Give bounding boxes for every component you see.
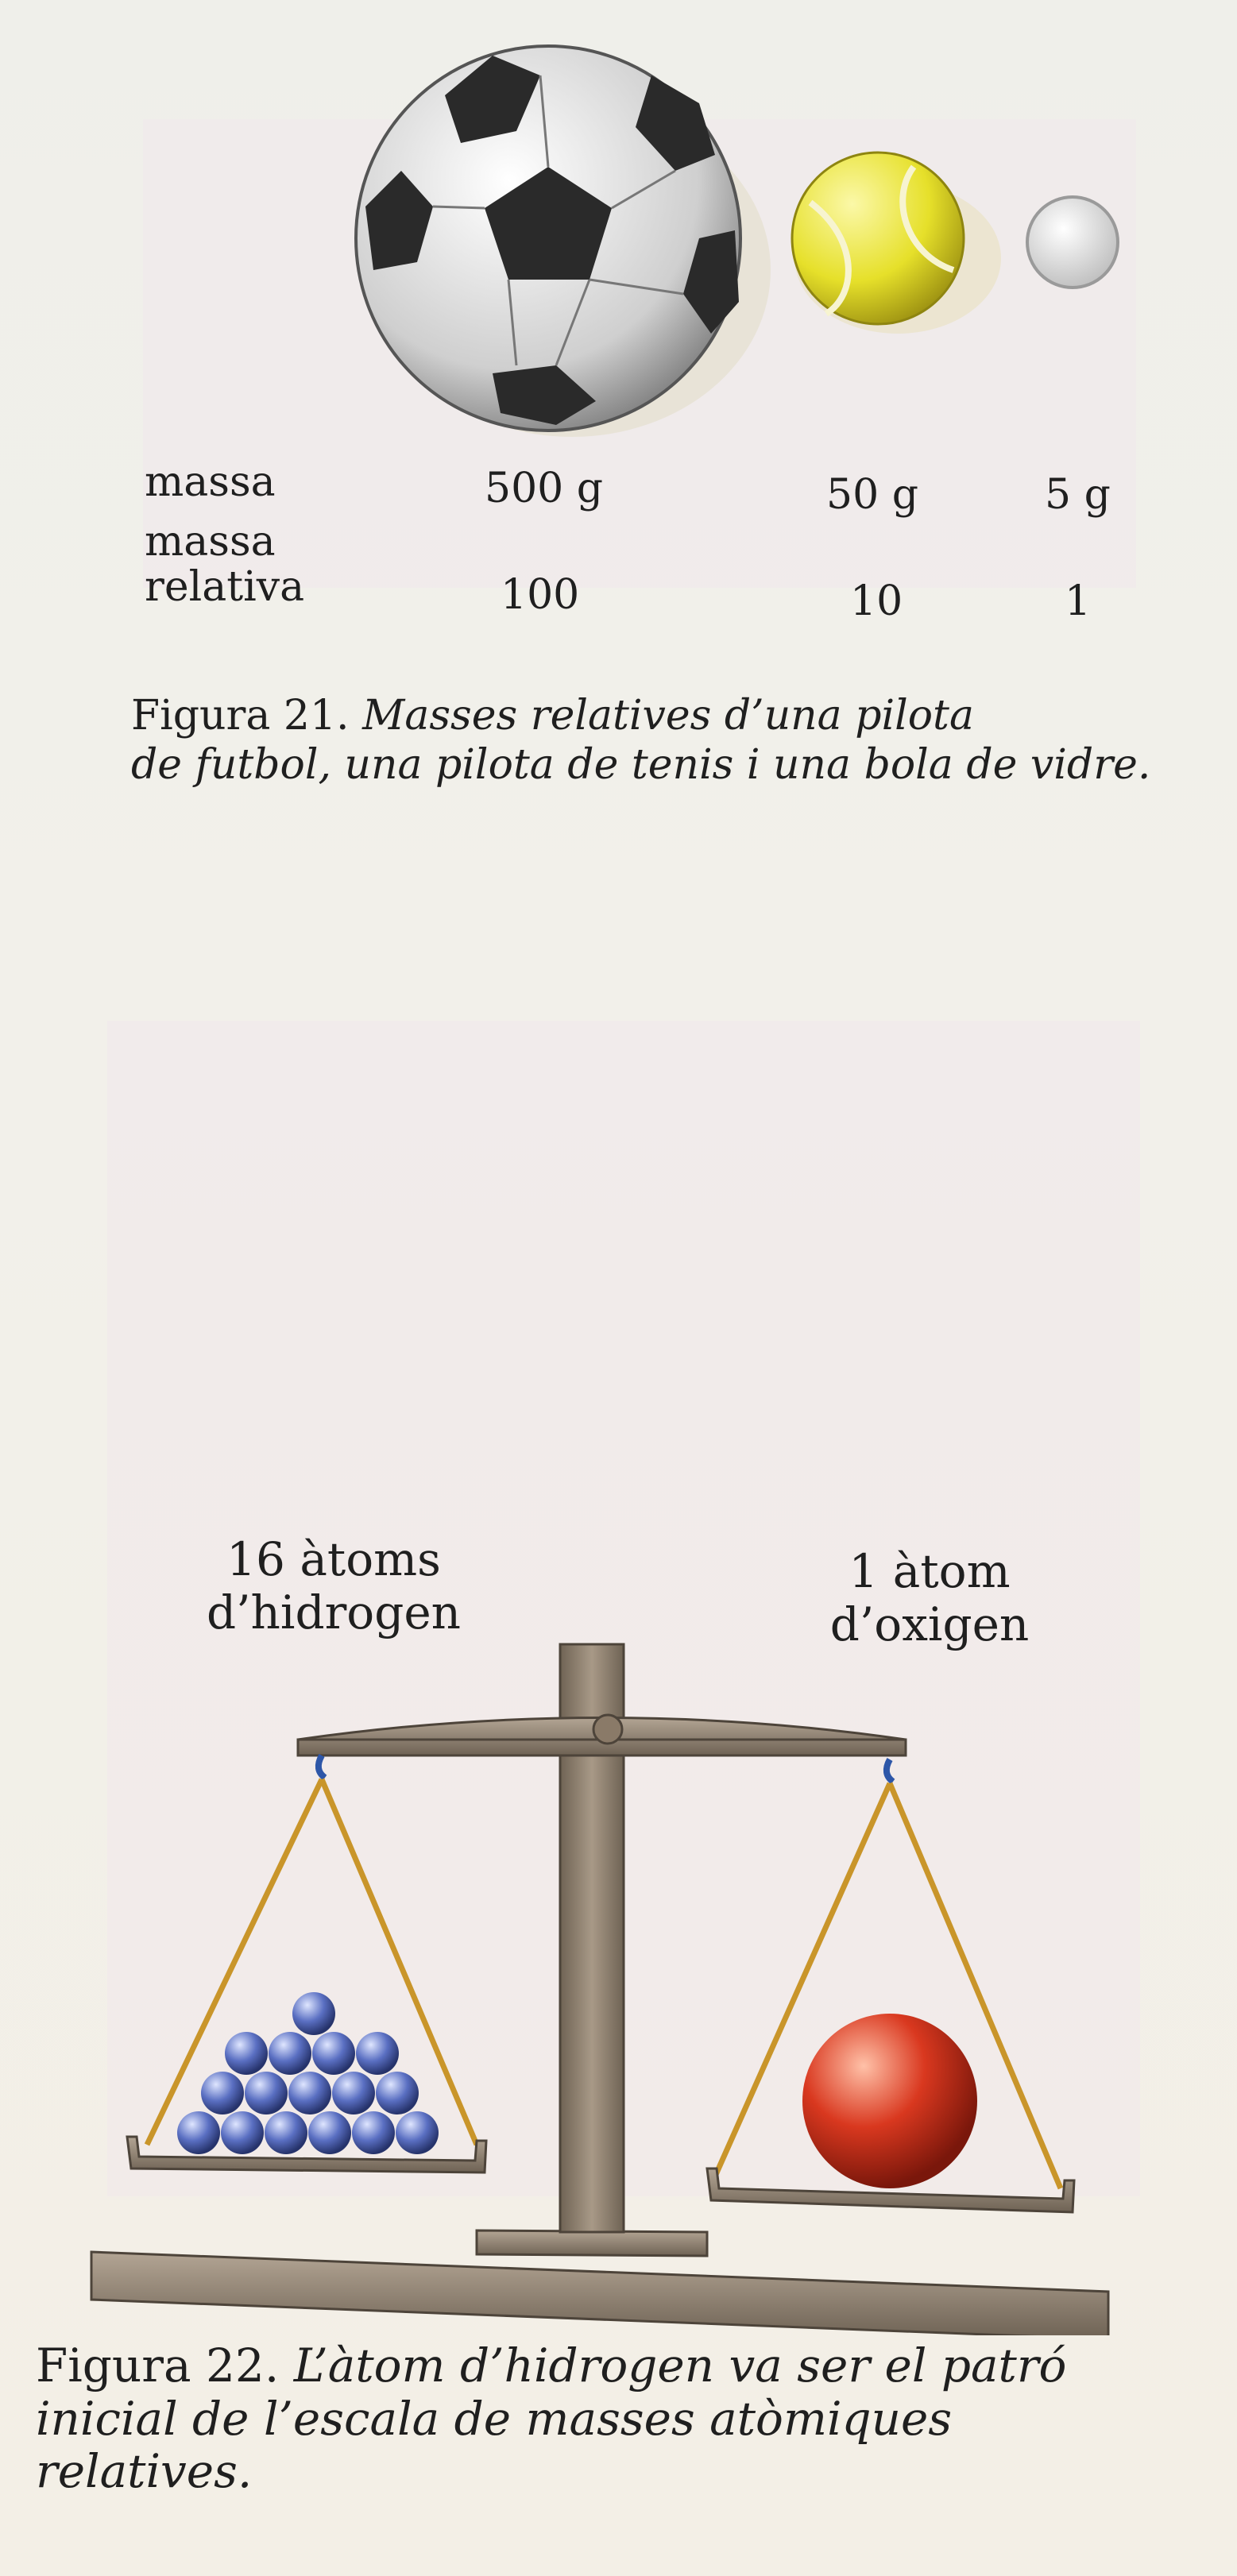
hydrogen-atom — [269, 2032, 311, 2075]
right-pan-label-line2: d’oxigen — [829, 1597, 1030, 1651]
figure21-caption — [131, 691, 1164, 790]
left-pan-label-line2: d’hidrogen — [206, 1585, 462, 1639]
hydrogen-atom — [225, 2032, 268, 2075]
figure22-caption — [36, 2339, 1188, 2498]
hydrogen-atom — [265, 2111, 307, 2154]
balance-base — [91, 2230, 1108, 2335]
hydrogen-atom — [201, 2072, 244, 2114]
hydrogen-atom — [308, 2111, 351, 2154]
figure22-caption-line2: inicial de l’escala de masses atòmiques — [36, 2391, 953, 2446]
relative-mass-row-label-2: relativa — [145, 563, 305, 611]
tennis-mass: 50 g — [826, 471, 918, 519]
tennis-relative: 10 — [850, 577, 903, 625]
hydrogen-atom — [245, 2072, 288, 2114]
figure21-caption-prefix: Figura 21. — [131, 692, 350, 740]
glass-marble-icon — [1027, 197, 1118, 288]
right-hook — [887, 1759, 893, 1782]
hydrogen-atom — [396, 2111, 439, 2154]
hydrogen-atom — [288, 2072, 331, 2114]
figure22-caption-prefix: Figura 22. — [36, 2338, 280, 2393]
hydrogen-atoms — [177, 1992, 439, 2154]
football-relative: 100 — [501, 571, 580, 619]
tennis-ball-icon — [792, 153, 1001, 334]
left-hook — [319, 1755, 325, 1778]
hydrogen-atom — [221, 2111, 264, 2154]
balance-illustration — [0, 1620, 1237, 2335]
hydrogen-atom — [332, 2072, 375, 2114]
figure22-caption-line3: relatives. — [36, 2444, 253, 2499]
hydrogen-atom — [177, 2111, 220, 2154]
hydrogen-atom — [356, 2032, 399, 2075]
football-mass: 500 g — [485, 465, 604, 512]
hydrogen-atom — [312, 2032, 355, 2075]
figure21-illustration — [0, 0, 1237, 477]
mass-row-label: massa — [145, 458, 276, 506]
football-icon — [356, 46, 771, 437]
marble-mass: 5 g — [1045, 471, 1111, 519]
beam-pivot — [593, 1715, 622, 1744]
figure21-caption-line2: de futbol, una pilota de tenis i una bola de vidre. — [131, 741, 1151, 790]
oxygen-atom — [802, 2014, 977, 2188]
marble-relative: 1 — [1065, 577, 1092, 625]
figure21-caption-line1: Masses relatives d’una pilota — [362, 692, 974, 740]
left-pan-label-line1: 16 àtoms — [226, 1532, 441, 1586]
right-pan-label-line1: 1 àtom — [849, 1544, 1011, 1598]
hydrogen-atom — [352, 2111, 395, 2154]
hydrogen-atom — [376, 2072, 419, 2114]
hydrogen-atom — [292, 1992, 335, 2035]
figure22-caption-line1: L’àtom d’hidrogen va ser el patró — [293, 2338, 1067, 2393]
relative-mass-row-label-1: massa — [145, 518, 276, 566]
